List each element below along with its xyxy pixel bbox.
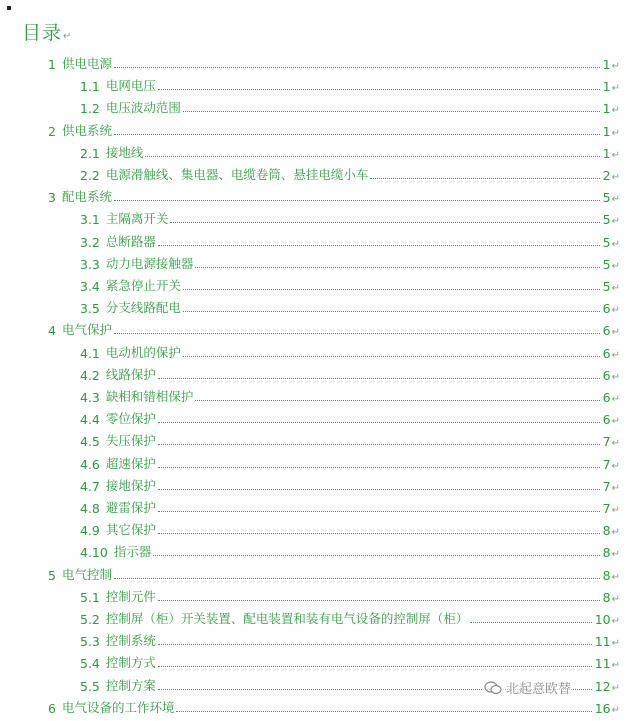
toc-entry-label: 控制元件 <box>105 588 156 604</box>
toc-dot-leader <box>114 200 600 201</box>
toc-entry-label: 供电电源 <box>61 56 112 71</box>
toc-dot-leader <box>153 555 599 556</box>
toc-dot-leader <box>114 333 600 334</box>
paragraph-mark-icon: ↵ <box>611 61 620 72</box>
watermark <box>482 678 573 697</box>
toc-entry-number: 5.5 <box>80 678 100 694</box>
toc-dot-leader <box>195 267 599 268</box>
toc-entry-number: 4.9 <box>80 523 100 539</box>
toc-entry-page: 6 <box>602 323 611 339</box>
toc-entry-label: 总断路器 <box>105 233 156 249</box>
toc-entry-number: 3.1 <box>80 212 100 228</box>
toc-title <box>22 18 72 45</box>
toc-dot-leader <box>158 533 600 534</box>
toc-dot-leader <box>158 489 600 490</box>
toc-entry-number: 3.2 <box>80 234 100 250</box>
toc-dot-leader <box>145 156 599 157</box>
toc-entry[interactable] <box>80 230 620 250</box>
toc-entry-page: 5 <box>602 190 611 206</box>
paragraph-mark-icon: ↵ <box>611 172 620 183</box>
paragraph-mark-icon: ↵ <box>611 704 620 716</box>
toc-entry-page: 7 <box>602 478 611 494</box>
toc-dot-leader <box>370 178 599 179</box>
toc-entry-number: 4.2 <box>80 367 100 383</box>
paragraph-mark-icon: ↵ <box>611 305 620 317</box>
paragraph-mark-icon: ↵ <box>611 682 620 694</box>
wechat-icon <box>484 681 502 695</box>
toc-entry-number: 4.7 <box>80 478 100 494</box>
toc-dot-leader <box>158 666 592 667</box>
toc-entry-label: 接地线 <box>105 144 144 160</box>
paragraph-mark-icon: ↵ <box>611 571 620 583</box>
paragraph-mark-icon: ↵ <box>611 260 620 272</box>
toc-entry-number: 1.2 <box>80 101 100 117</box>
toc-entry[interactable] <box>80 385 620 405</box>
toc-entry-number: 5.1 <box>80 589 100 605</box>
toc-entry[interactable] <box>80 163 620 183</box>
bullet-marker <box>7 6 11 10</box>
toc-entry-label: 主隔离开关 <box>105 211 169 227</box>
toc-entry-label: 接地保护 <box>105 477 156 493</box>
toc-entry-number: 4.10 <box>80 545 108 561</box>
toc-entry-label: 电压波动范围 <box>105 100 181 116</box>
paragraph-mark-icon: ↵ <box>611 327 620 339</box>
toc-entry-page: 16 <box>594 700 611 716</box>
toc-entry[interactable] <box>80 474 620 494</box>
toc-dot-leader <box>183 289 600 290</box>
toc-entry-number: 5 <box>48 567 56 583</box>
toc-entry-number: 3.3 <box>80 256 100 272</box>
watermark-text: 北起意欧替 <box>506 682 572 697</box>
toc-entry[interactable] <box>80 341 620 361</box>
toc-dot-leader <box>195 400 599 401</box>
toc-entry-label: 线路保护 <box>105 366 156 382</box>
toc-entry-label: 超速保护 <box>105 455 156 471</box>
toc-entry-number: 3.4 <box>80 279 100 294</box>
toc-entry-page: 1 <box>602 57 611 72</box>
toc-entry-page: 1 <box>602 101 611 117</box>
toc-entry[interactable] <box>80 629 620 649</box>
toc-entry-label: 供电系统 <box>61 122 112 138</box>
toc-entry[interactable] <box>80 540 620 560</box>
toc-entry-page: 8 <box>602 567 611 583</box>
toc-entry[interactable] <box>48 185 620 205</box>
paragraph-mark-icon: ↵ <box>611 127 620 139</box>
toc-dot-leader <box>183 311 600 312</box>
toc-entry-page: 8 <box>602 545 611 561</box>
toc-entry-page: 2 <box>602 168 611 183</box>
toc-dot-leader <box>158 600 600 601</box>
toc-entry-number: 4.1 <box>80 345 100 361</box>
toc-entry-page: 5 <box>602 234 611 250</box>
toc-entry-page: 8 <box>602 589 611 605</box>
toc-dot-leader <box>114 67 600 68</box>
toc-dot-leader <box>183 111 600 112</box>
toc-entry[interactable] <box>80 96 620 116</box>
toc-entry-number: 4.3 <box>80 390 100 405</box>
toc-entry-label: 动力电源接触器 <box>105 255 194 271</box>
toc-entry-label: 电气控制 <box>61 566 112 582</box>
toc-entry-label: 失压保护 <box>105 433 156 449</box>
toc-entry-label: 分支线路配电 <box>105 300 181 316</box>
toc-entry-page: 5 <box>602 279 611 294</box>
toc-entry-number: 5.2 <box>80 612 100 627</box>
toc-entry[interactable] <box>80 651 620 671</box>
toc-dot-leader <box>158 467 600 468</box>
toc-entry[interactable] <box>80 141 620 161</box>
toc-entry[interactable] <box>80 518 620 538</box>
paragraph-mark-icon: ↵ <box>611 349 620 361</box>
toc-entry-page: 1 <box>602 123 611 139</box>
toc-entry-label: 电气设备的工作环境 <box>61 699 175 715</box>
toc-entry[interactable] <box>80 252 620 272</box>
paragraph-mark-icon: ↵ <box>611 371 620 383</box>
paragraph-mark-icon: ↵ <box>611 194 620 206</box>
toc-entry-page: 6 <box>602 390 611 405</box>
toc-entry-page: 10 <box>594 612 611 627</box>
toc-dot-leader <box>158 511 600 512</box>
toc-entry-page: 5 <box>602 256 611 272</box>
toc-dot-leader <box>183 356 600 357</box>
toc-entry-number: 2 <box>48 123 56 139</box>
paragraph-mark-icon: ↵ <box>611 660 620 672</box>
toc-entry-page: 8 <box>602 523 611 539</box>
toc-entry-label: 指示器 <box>113 544 152 560</box>
toc-entry[interactable] <box>80 207 620 227</box>
toc-entry-label: 零位保护 <box>105 411 156 427</box>
toc-entry-label: 控制方案 <box>105 677 156 693</box>
paragraph-mark-icon: ↵ <box>611 83 620 95</box>
toc-entry-page: 11 <box>594 634 611 650</box>
paragraph-mark-icon: ↵ <box>611 283 620 294</box>
toc-dot-leader <box>470 622 591 623</box>
paragraph-mark-icon: ↵ <box>611 105 620 117</box>
paragraph-mark-icon: ↵ <box>611 593 620 605</box>
toc-entry-number: 2.2 <box>80 168 100 183</box>
toc-entry-number: 3.5 <box>80 301 100 317</box>
toc-dot-leader <box>114 578 600 579</box>
paragraph-mark-icon: ↵ <box>611 482 620 494</box>
toc-entry-number: 1.1 <box>80 79 100 95</box>
toc-entry[interactable] <box>80 585 620 605</box>
toc-entry-page: 11 <box>594 656 611 672</box>
toc-entry[interactable] <box>48 563 620 583</box>
toc-entry[interactable] <box>80 407 620 427</box>
toc-entry-number: 3 <box>48 190 56 206</box>
paragraph-mark-icon: ↵ <box>611 416 620 428</box>
toc-entry[interactable] <box>80 274 620 294</box>
toc-dot-leader <box>158 378 600 379</box>
toc-entry-page: 12 <box>594 678 611 694</box>
toc-dot-leader <box>158 89 600 90</box>
toc-entry-page: 6 <box>602 367 611 383</box>
toc-entry-label: 电动机的保护 <box>105 344 181 360</box>
toc-entry-number: 1 <box>48 57 56 72</box>
paragraph-mark-icon: ↵ <box>611 438 620 450</box>
toc-entry-label: 控制系统 <box>105 633 156 649</box>
toc-entry-page: 7 <box>602 434 611 450</box>
toc-entry-number: 6 <box>48 700 56 716</box>
toc-entry-label: 电气保护 <box>61 322 112 338</box>
toc-entry-label: 电源滑触线、集电器、电缆卷筒、悬挂电缆小车 <box>105 167 369 182</box>
toc-entry-page: 1 <box>602 79 611 95</box>
toc-entry-label: 配电系统 <box>61 189 112 205</box>
paragraph-mark-icon: ↵ <box>611 616 620 627</box>
toc-entry-page: 5 <box>602 212 611 228</box>
toc-entry-label: 避雷保护 <box>105 500 156 515</box>
toc-entry-number: 4.8 <box>80 501 100 516</box>
toc-entry-number: 4 <box>48 323 56 339</box>
paragraph-mark-icon: ↵ <box>611 638 620 650</box>
toc-entry-number: 4.4 <box>80 412 100 428</box>
toc-entry-page: 1 <box>602 145 611 161</box>
toc-entry[interactable] <box>80 496 620 516</box>
toc-entry-number: 4.6 <box>80 456 100 472</box>
toc-entry-label: 控制方式 <box>105 655 156 671</box>
toc-entry-number: 2.1 <box>80 145 100 161</box>
toc-dot-leader <box>158 444 600 445</box>
toc-entry[interactable] <box>80 74 620 94</box>
paragraph-mark-icon: ↵ <box>611 149 620 161</box>
toc-entry-label: 控制屏（柜）开关装置、配电装置和装有电气设备的控制屏（柜） <box>105 611 469 626</box>
paragraph-mark-icon: ↵ <box>611 505 620 516</box>
paragraph-mark-icon: ↵ <box>611 216 620 228</box>
toc-entry-page: 7 <box>602 456 611 472</box>
paragraph-mark-icon: ↵ <box>611 527 620 539</box>
toc-entry[interactable] <box>80 607 620 627</box>
toc-entry-page: 6 <box>602 345 611 361</box>
paragraph-mark-icon: ↵ <box>611 394 620 405</box>
toc-dot-leader <box>176 711 591 712</box>
toc-entry-number: 5.3 <box>80 634 100 650</box>
toc-entry[interactable] <box>48 52 620 72</box>
toc-dot-leader <box>114 134 600 135</box>
toc-entry-label: 紧急停止开关 <box>105 278 181 293</box>
toc-dot-leader <box>158 422 600 423</box>
toc-entry[interactable] <box>80 452 620 472</box>
paragraph-mark-icon: ↵ <box>611 549 620 561</box>
paragraph-mark-icon: ↵ <box>63 31 73 42</box>
toc-entry-label: 其它保护 <box>105 522 156 538</box>
toc-dot-leader <box>158 245 600 246</box>
toc-entry[interactable] <box>48 696 620 716</box>
toc-entry-page: 6 <box>602 301 611 317</box>
toc-dot-leader <box>170 222 599 223</box>
toc-entry[interactable] <box>48 318 620 338</box>
paragraph-mark-icon: ↵ <box>611 238 620 250</box>
toc-entry-number: 5.4 <box>80 656 100 672</box>
toc-entry[interactable] <box>80 363 620 383</box>
toc-entry-number: 4.5 <box>80 434 100 450</box>
toc-entry-label: 电网电压 <box>105 78 156 94</box>
toc-title-text: 目录 <box>22 22 63 44</box>
toc-entry-page: 7 <box>602 501 611 516</box>
toc-entry-label: 缺相和错相保护 <box>105 389 194 404</box>
toc-dot-leader <box>158 644 592 645</box>
paragraph-mark-icon: ↵ <box>611 460 620 472</box>
toc-entry-page: 6 <box>602 412 611 428</box>
toc-entry[interactable] <box>80 429 620 449</box>
toc-entry[interactable] <box>80 296 620 316</box>
toc-entry[interactable] <box>48 119 620 139</box>
